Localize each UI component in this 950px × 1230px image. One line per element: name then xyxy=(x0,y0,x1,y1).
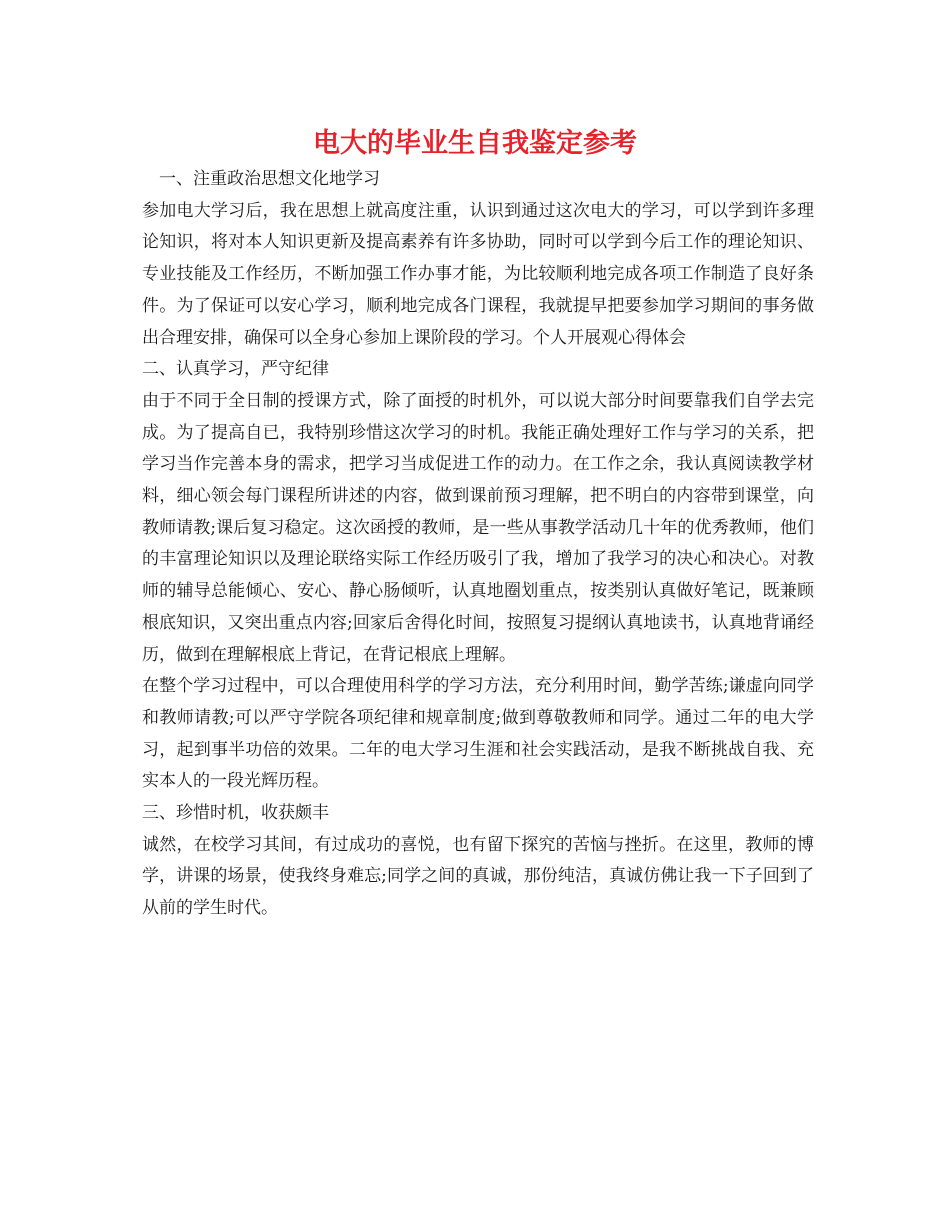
paragraph-1: 参加电大学习后，我在思想上就高度注重，认识到通过这次电大的学习，可以学到许多理论知识，将对本人知识更新及提高素养有许多协助，同时可以学到今后工作的理论知识、专业技能及工作经历，不断加强工作办事才能，为比较顺利地完成各项工作制造了良好条件。为了保证可以安心学习，顺利地完成各门课程，我就提早把要参加学习期间的事务做出合理安排，确保可以全身心参加上课阶段的学习。个人开展观心得体会 xyxy=(142,200,814,348)
paragraph-2: 由于不同于全日制的授课方式，除了面授的时机外，可以说大部分时间要靠我们自学去完成。为了提高自已，我特别珍惜这次学习的时机。我能正确处理好工作与学习的关系，把学习当作完善本身的需求，把学习当成促进工作的动力。在工作之余，我认真阅读教学材料，细心领会每门课程所讲述的内容，做到课前预习理解，把不明白的内容带到课堂，向教师请教;课后复习稳定。这次函授的教师，是一些从事教学活动几十年的优秀教师，他们的丰富理论知识以及理论联络实际工作经历吸引了我，增加了我学习的决心和决心。对教师的辅导总能倾心、安心、静心肠倾听，认真地圈划重点，按类别认真做好笔记，既兼顾根底知识，又突出重点内容;回家后舍得化时间，按照复习提纲认真地读书，认真地背诵经历，做到在理解根底上背记，在背记根底上理解。 xyxy=(142,390,814,665)
paragraph-3: 在整个学习过程中，可以合理使用科学的学习方法，充分利用时间，勤学苦练;谦虚向同学和教师请教;可以严守学院各项纪律和规章制度;做到尊敬教师和同学。通过二年的电大学习，起到事半功倍的效果。二年的电大学习生涯和社会实践活动，是我不断挑战自我、充实本人的一段光辉历程。 xyxy=(142,676,814,792)
paragraph-4: 诚然，在校学习其间，有过成功的喜悦，也有留下探究的苦恼与挫折。在这里，教师的博学，讲课的场景，使我终身难忘;同学之间的真诚，那份纯洁，真诚仿佛让我一下子回到了从前的学生时代。 xyxy=(142,834,814,919)
section-heading-3: 三、珍惜时机，收获颇丰 xyxy=(142,803,329,824)
document-title: 电大的毕业生自我鉴定参考 xyxy=(313,128,637,159)
section-heading-1: 一、注重政治思想文化地学习 xyxy=(159,169,380,189)
document-body xyxy=(142,164,814,925)
section-heading-2: 二、认真学习，严守纪律 xyxy=(142,359,329,380)
